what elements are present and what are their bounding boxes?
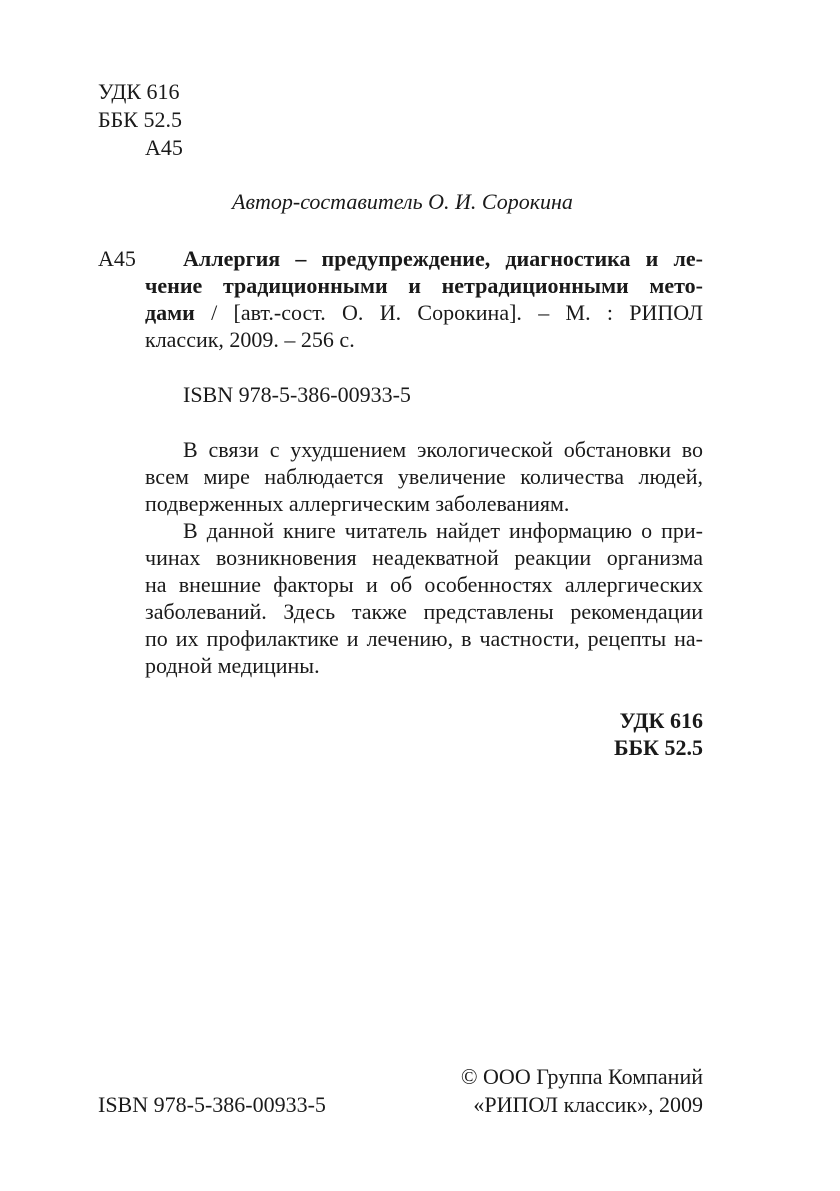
entry-responsibility: / [авт.-сост. О. И. Сорокина]. – М. : РИПОЛ xyxy=(194,300,703,325)
footer-copyright-line-1: © ООО Группа Компаний xyxy=(460,1064,703,1089)
author-line: Автор-составитель О. И. Сорокина xyxy=(232,189,573,214)
entry-title-line-2: чение традиционными и нетрадиционными мето- xyxy=(145,273,703,298)
entry-title-line-3 xyxy=(145,299,703,327)
classification-udk: УДК 616 xyxy=(619,708,703,733)
entry-isbn: ISBN 978-5-386-00933-5 xyxy=(183,382,411,407)
annotation-p1-line-2: всем мире наблюдается увеличение количества людей, xyxy=(145,464,703,489)
entry-title-line-4: классик, 2009. – 256 с. xyxy=(145,327,355,352)
annotation-p1-line-3: подверженных аллергическим заболеваниям. xyxy=(145,491,570,516)
annotation-p2-line-3: на внешние факторы и об особенностях аллергических xyxy=(145,572,703,597)
entry-author-sign: А45 xyxy=(98,246,136,271)
footer-copyright-line-2: «РИПОЛ классик», 2009 xyxy=(473,1092,703,1117)
header-author-sign: А45 xyxy=(145,135,183,160)
annotation-p2-line-6: родной медицины. xyxy=(145,653,320,678)
classification-bbk: ББК 52.5 xyxy=(613,735,703,760)
annotation-p2-line-5: по их профилактике и лечению, в частности, рецепты на- xyxy=(145,626,703,651)
entry-title-line-1: Аллергия – предупреждение, диагностика и ле- xyxy=(183,246,703,271)
annotation-p2-line-4: заболеваний. Здесь также представлены рекомендации xyxy=(145,599,703,624)
footer-isbn: ISBN 978-5-386-00933-5 xyxy=(98,1092,326,1117)
header-udk: УДК 616 xyxy=(98,79,180,104)
annotation-p2-line-2: чинах возникновения неадекватной реакции организма xyxy=(145,545,703,570)
entry-title-bold-end: дами xyxy=(145,300,195,325)
annotation-p1-line-1: В связи с ухудшением экологической обстановки во xyxy=(183,437,703,462)
header-bbk: ББК 52.5 xyxy=(98,107,182,132)
annotation-p2-line-1: В данной книге читатель найдет информацию о при- xyxy=(183,518,703,543)
